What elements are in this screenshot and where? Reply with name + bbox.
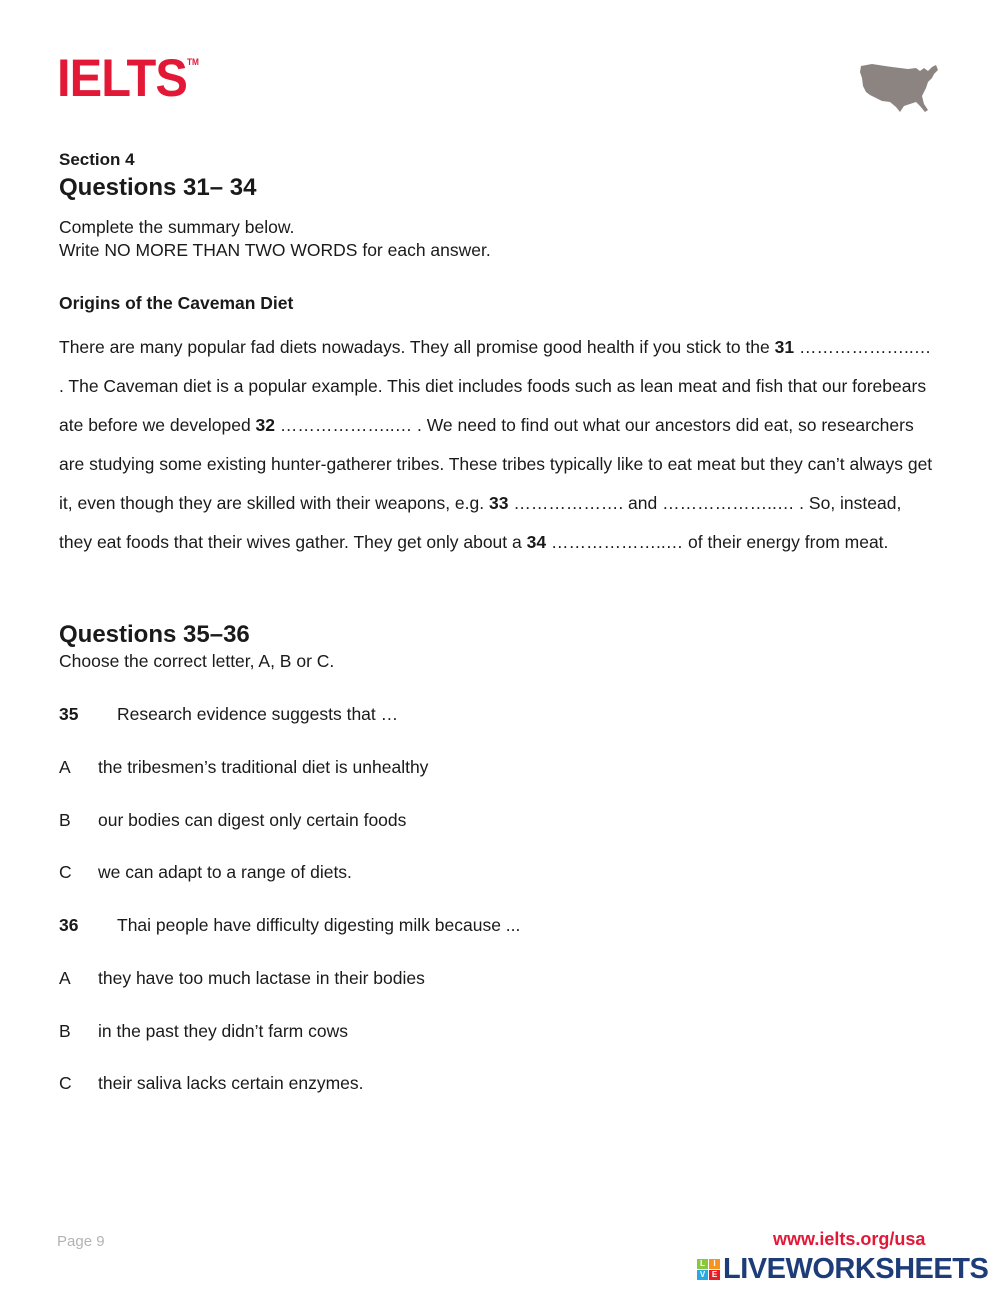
trademark-mark: TM	[186, 57, 199, 67]
option-36-c[interactable]	[59, 1073, 364, 1094]
option-letter: B	[59, 810, 71, 830]
instruction-choose-letter: Choose the correct letter, A, B or C.	[59, 651, 335, 671]
summary-title: Origins of the Caveman Diet	[59, 293, 294, 313]
option-text: they have too much lactase in their bodies	[98, 968, 425, 988]
question-text: Thai people have difficulty digesting milk because ...	[117, 915, 521, 935]
section-label: Section 4	[59, 150, 135, 169]
gap-number-34: 34	[526, 532, 547, 552]
questions-31-34-heading: Questions 31– 34	[59, 174, 257, 201]
question-number: 35	[59, 704, 79, 724]
logo-block: L	[697, 1259, 708, 1269]
option-letter: A	[59, 968, 71, 988]
logo-block: I	[709, 1259, 720, 1269]
gap-number-32: 32	[255, 415, 276, 435]
question-36	[59, 915, 520, 936]
option-letter: B	[59, 1021, 71, 1041]
gap-number-31: 31	[774, 337, 795, 357]
option-letter: A	[59, 757, 71, 777]
summary-text: ………………..… of their energy from meat.	[546, 532, 889, 552]
page-number: Page 9	[57, 1233, 105, 1250]
instruction-complete: Complete the summary below.	[59, 217, 295, 237]
gap-number-33: 33	[488, 493, 509, 513]
logo-block: V	[697, 1270, 708, 1280]
question-text: Research evidence suggests that …	[117, 704, 399, 724]
option-text: we can adapt to a range of diets.	[98, 862, 352, 882]
logo-block: E	[709, 1270, 720, 1280]
usa-map-icon	[858, 62, 940, 114]
summary-text: There are many popular fad diets nowadays. They all promise good health if you stick to the	[59, 337, 775, 357]
liveworksheets-logo-icon	[697, 1259, 720, 1280]
instruction-word-limit: Write NO MORE THAN TWO WORDS for each answer.	[59, 240, 491, 260]
question-35	[59, 704, 398, 725]
question-number: 36	[59, 915, 79, 935]
option-text: our bodies can digest only certain foods	[98, 810, 407, 830]
option-35-c[interactable]	[59, 862, 352, 883]
option-35-a[interactable]	[59, 757, 428, 778]
liveworksheets-brand[interactable]	[697, 1253, 988, 1285]
summary-text: ………………..… . We need to find out what our ancestors did eat, so researchers are studying some existing hunter-gatherer tribes. These tribes typically like to eat meat but they can’t always get it, even though they are skilled with their weapons, e.g.	[59, 415, 933, 513]
ielts-logo: IELTS™	[57, 49, 199, 108]
option-36-b[interactable]	[59, 1021, 348, 1042]
option-text: in the past they didn’t farm cows	[98, 1021, 348, 1041]
summary-paragraph	[59, 328, 939, 562]
option-letter: C	[59, 1073, 72, 1093]
option-text: the tribesmen’s traditional diet is unhealthy	[98, 757, 429, 777]
summary-text: ………………..… . The Caveman diet is a popular example. This diet includes foods such as lean meat and fish that our forebears ate before we developed	[59, 337, 932, 435]
option-letter: C	[59, 862, 72, 882]
questions-35-36-heading: Questions 35–36	[59, 621, 250, 648]
option-text: their saliva lacks certain enzymes.	[98, 1073, 364, 1093]
option-35-b[interactable]	[59, 810, 406, 831]
option-36-a[interactable]	[59, 968, 425, 989]
ielts-url-link[interactable]: www.ielts.org/usa	[773, 1229, 926, 1249]
liveworksheets-wordmark: LIVEWORKSHEETS	[723, 1252, 989, 1285]
summary-text: ………………. and ………………..… . So, instead, they eat foods that their wives gather. They get only about a	[59, 493, 902, 552]
